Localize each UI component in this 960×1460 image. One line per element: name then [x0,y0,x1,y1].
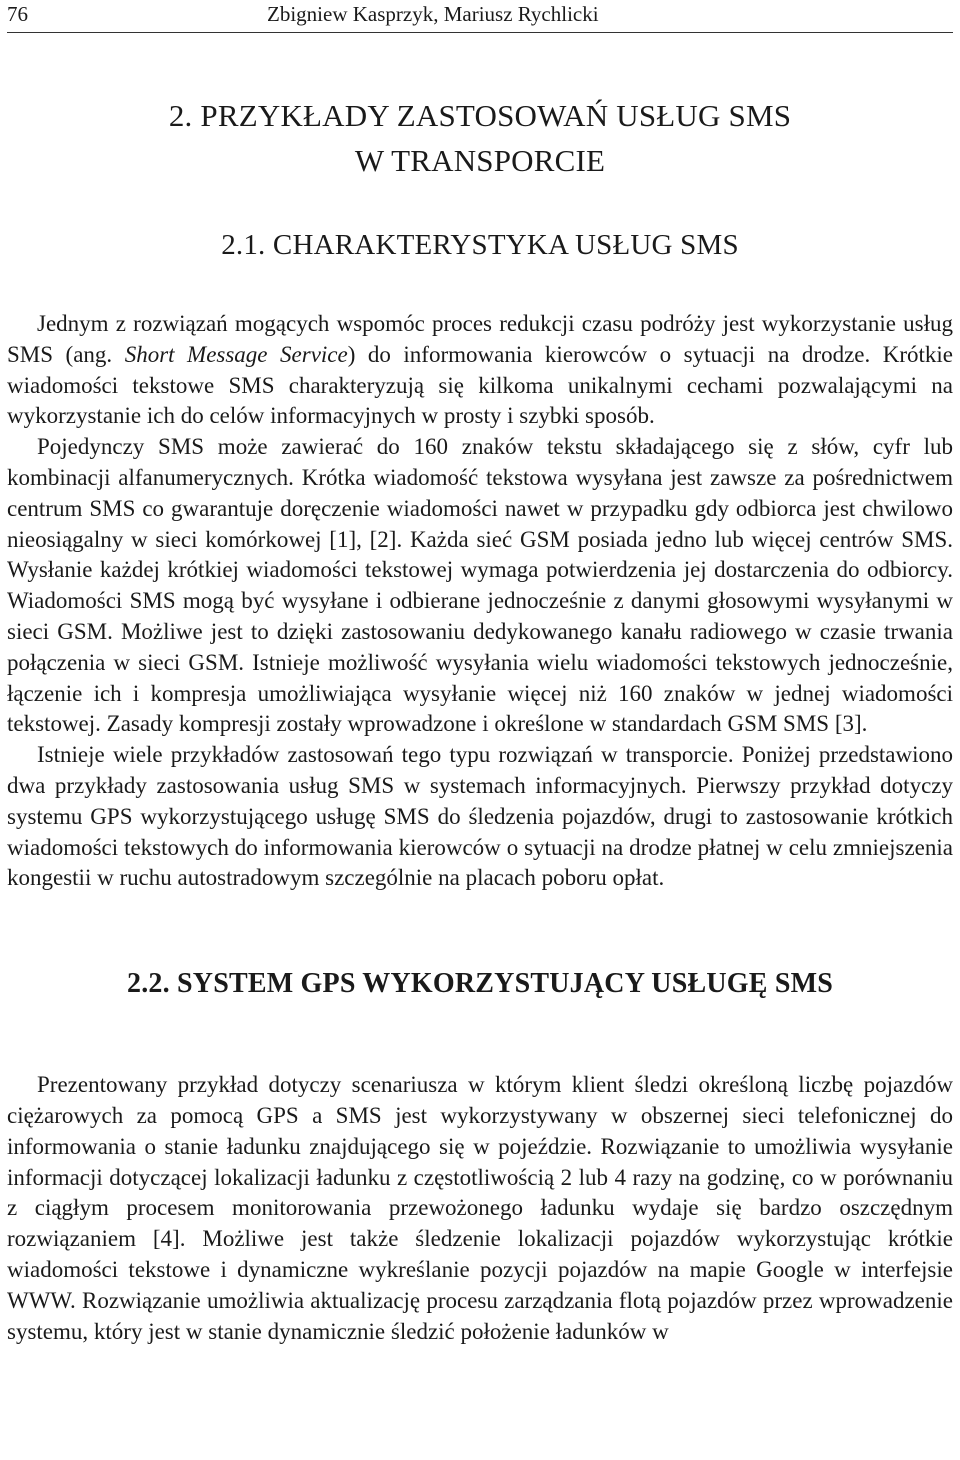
chapter-title-line-2: W TRANSPORCIE [354,143,606,178]
paragraph-italic-term: Short Message Service [124,341,348,367]
header-authors: Zbigniew Kasprzyk, Mariusz Rychlicki [267,2,599,26]
document-page [7,0,953,1347]
running-header [7,0,953,33]
paragraph: Prezentowany przykład dotyczy scenariusza w którym klient śledzi określoną liczbę pojazdów ciężarowych za pomocą GPS a SMS jest wykorzystywany w obszernej sieci telefonicznej do informowania o stanie ładunku znajdującego się w pojeździe. Rozwiązanie to umożliwia wysyłanie informacji dotyczącej lokalizacji ładunku z częstotliwością 2 lub 4 razy na godzinę, co w porównaniu z ciągłym procesem monitorowania przewożonego ładunku wydaje się bardzo oszczędnym rozwiązaniem [4]. Możliwe jest także śledzenie lokalizacji pojazdów wykorzystując krótkie wiadomości tekstowe i dynamiczne wykreślanie pozycji pojazdów na mapie Google w interfejsie WWW. Rozwiązanie umożliwia aktualizację procesu zarządzania flotą pojazdów przez wprowadzenie systemu, który jest w stanie dynamicznie śledzić położenie ładunków w [7,1072,953,1344]
chapter-title-line-1: 2. PRZYKŁADY ZASTOSOWAŃ USŁUG SMS [168,98,792,133]
chapter-title [7,93,953,183]
paragraph [7,309,953,432]
section-2-2-body [7,1070,953,1347]
paragraph-text: ) do informowania kierowców o sytuacji na drodze. Krótkie wiadomości tekstowe SMS charakteryzują się kilkoma unikalnymi cechami pozwalającymi na wykorzystanie ich do celów informacyjnych w prosty i szybki sposób. [7,341,954,429]
section-title-2-2: 2.2. SYSTEM GPS WYKORZYSTUJĄCY USŁUGĘ SMS [127,968,833,1000]
page-number: 76 [7,2,28,26]
section-title-2-1: 2.1. CHARAKTERYSTYKA USŁUG SMS [221,229,739,261]
section-2-1-body [7,309,953,894]
paragraph: Pojedynczy SMS może zawierać do 160 znaków tekstu składającego się z słów, cyfr lub kombinacji alfanumerycznych. Krótka wiadomość tekstowa wysyłana jest zawsze za pośrednictwem centrum SMS co gwarantuje doręczenie wiadomości nawet w przypadku gdy odbiorca jest chwilowo nieosiągalny w sieci komórkowej [1], [2]. Każda sieć GSM posiada jedno lub więcej centrów SMS. Wysłanie każdej krótkiej wiadomości tekstowej wymaga potwierdzenia jej dostarczenia do odbiorcy. Wiadomości SMS mogą być wysyłane i odbierane jednocześnie z danymi głosowymi wysyłanymi w sieci GSM. Możliwe jest to dzięki zastosowaniu dedykowanego kanału radiowego w czasie trwania połączenia w sieci GSM. Istnieje możliwość wysyłania wielu wiadomości tekstowych jednocześnie, łączenie ich i kompresja umożliwiająca wysyłanie więcej niż 160 znaków w jednej wiadomości tekstowej. Zasady kompresji zostały wprowadzone i określone w standardach GSM SMS [3]. [7,434,953,737]
paragraph: Istnieje wiele przykładów zastosowań tego typu rozwiązań w transporcie. Poniżej przedstawiono dwa przykłady zastosowania usług SMS w systemach informacyjnych. Pierwszy przykład dotyczy systemu GPS wykorzystującego usługę SMS do śledzenia pojazdów, drugi to zastosowanie krótkich wiadomości tekstowych do informowania kierowców o sytuacji na drodze płatnej w celu zmniejszenia kongestii w ruchu autostradowym szczególnie na placach poboru opłat. [7,742,953,891]
paragraph-text: Jednym z rozwiązań mogących wspomóc proces redukcji czasu podróży jest wykorzystanie usług SMS (ang. [7,311,953,367]
